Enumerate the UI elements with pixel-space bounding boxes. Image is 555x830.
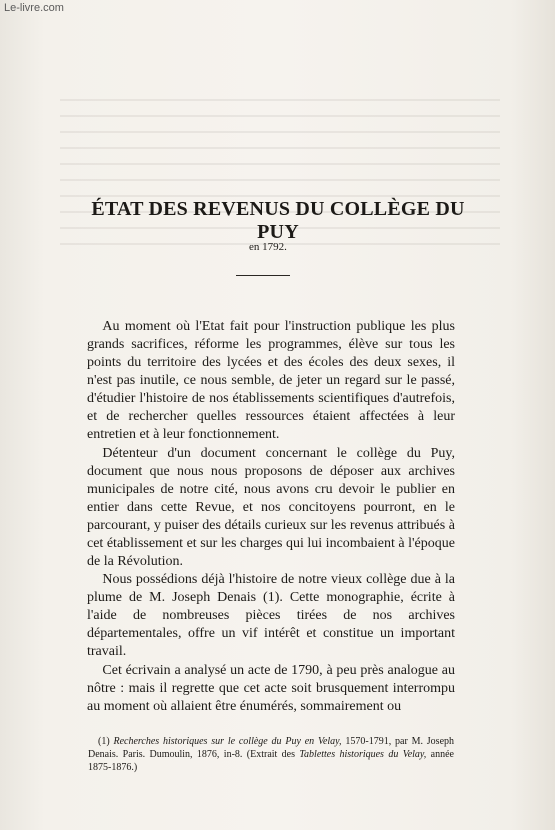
paragraph: Cet écrivain a analysé un acte de 1790, à peu près analogue au nôtre : mais il regrette que cet acte soit brusquement interrompu au moment où allaient être énumérés, sommairement ou	[87, 662, 455, 714]
footnote	[88, 735, 454, 774]
footnote-year: année 1875-1876.)	[88, 749, 454, 773]
page-title: ÉTAT DES REVENUS DU COLLÈGE DU PUY	[91, 198, 465, 243]
footnote-book-title: Recherches historiques sur le collège du Puy en Velay,	[113, 736, 342, 747]
watermark: Le-livre.com	[4, 2, 64, 14]
paragraph: Détenteur d'un document concernant le collège du Puy, document que nous nous proposons de déposer aux archives municipales de notre cité, nous avons cru devoir le publier en entier dans cette Revue, et nos concitoyens pourront, en le parcourant, y puiser des détails curieux sur les revenus attribués à cet établissement et sur les charges qui lui incombaient à l'époque de la Révolution.	[87, 445, 455, 569]
footnote-text	[88, 735, 454, 774]
page-subtitle: en 1792.	[249, 241, 287, 253]
body-text	[87, 318, 455, 716]
show-through-text	[60, 85, 500, 285]
paragraph: Nous possédions déjà l'histoire de notre vieux collège due à la plume de M. Joseph Denais (1). Cette monographie, écrite à l'aide de nombreuses pièces tirées de nos archives départementales, offre un vif intérêt et constitue un important travail.	[87, 572, 455, 659]
footnote-journal-title: Tablettes historiques du Velay,	[299, 749, 427, 760]
title-divider	[236, 275, 290, 276]
footnote-details: 1570-1791, par M. Joseph Denais. Paris. Dumoulin, 1876, in-8. (Extrait des	[88, 736, 455, 760]
paragraph: Au moment où l'Etat fait pour l'instruction publique les plus grands sacrifices, réforme les programmes, élève sur tous les points du territoire des lycées et des écoles des deux sexes, il n'est pas inutile, ce nous semble, de jeter un regard sur le passé, d'étudier l'histoire de nos établissements scientifiques d'autrefois, et de rechercher quelles ressources étaient affectées à leur entretien et à leur fonctionnement.	[87, 319, 455, 442]
footnote-marker: (1)	[98, 736, 110, 747]
